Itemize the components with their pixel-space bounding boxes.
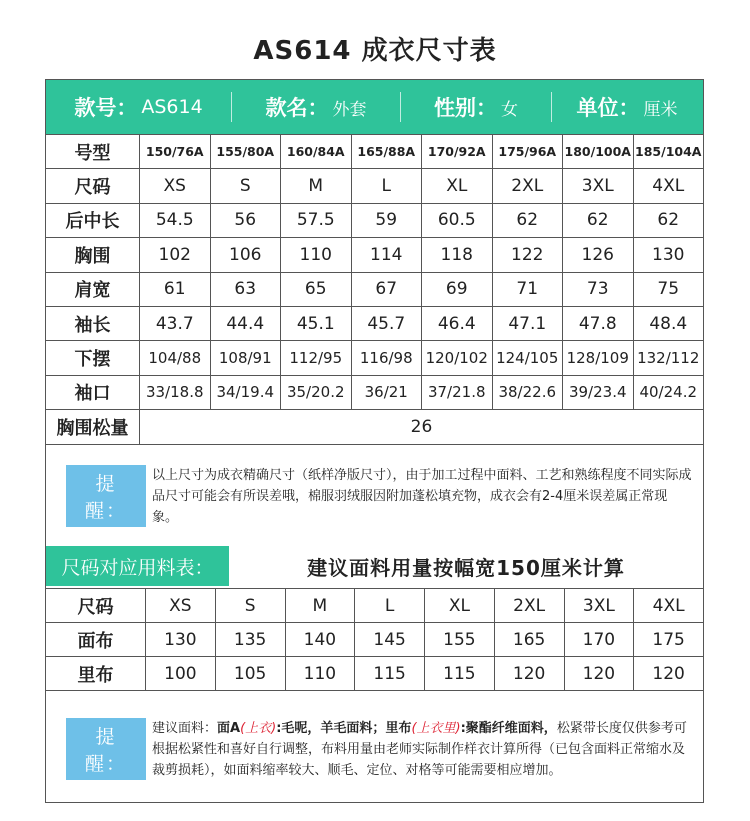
tip-badge: 提 醒： — [66, 465, 146, 527]
table-cell: 126 — [563, 238, 634, 272]
table-cell: 102 — [140, 238, 211, 272]
table-cell: 60.5 — [422, 203, 493, 237]
table-cell: 62 — [633, 203, 704, 237]
table-cell: 110 — [285, 657, 355, 691]
table-cell: 120 — [564, 657, 634, 691]
table-cell: 46.4 — [422, 306, 493, 340]
size-header-cell: XL — [425, 589, 495, 623]
table-cell: 115 — [425, 657, 495, 691]
table-cell: 130 — [633, 238, 704, 272]
table-cell: 54.5 — [140, 203, 211, 237]
table-cell: 2XL — [492, 169, 563, 203]
table-cell: 105 — [215, 657, 285, 691]
size-header-cell: XS — [146, 589, 216, 623]
fabric-width-note: 建议面料用量按幅宽150厘米计算 — [307, 555, 625, 580]
info-header-bar — [46, 80, 703, 134]
page-title: AS614 成衣尺寸表 — [253, 36, 497, 66]
table-cell: 180/100A — [563, 135, 634, 169]
table-cell: 3XL — [563, 169, 634, 203]
table-cell: 47.8 — [563, 306, 634, 340]
table-cell: 135 — [215, 623, 285, 657]
table-cell: 112/95 — [281, 341, 352, 375]
table-cell: 118 — [422, 238, 493, 272]
table-cell: 130 — [146, 623, 216, 657]
tip-box-2 — [46, 696, 703, 802]
table-cell: 120 — [494, 657, 564, 691]
fabric-table — [45, 588, 704, 691]
table-row — [46, 306, 704, 340]
table-cell: 37/21.8 — [422, 375, 493, 409]
table-cell: 100 — [146, 657, 216, 691]
table-cell: 39/23.4 — [563, 375, 634, 409]
style-number: 款号： AS614 — [74, 96, 203, 120]
tip-box-1 — [46, 448, 703, 544]
table-cell: 34/19.4 — [210, 375, 281, 409]
row-label: 尺码 — [46, 169, 140, 203]
table-cell: 145 — [355, 623, 425, 657]
row-label: 下摆 — [46, 341, 140, 375]
table-cell: 36/21 — [351, 375, 422, 409]
table-row — [46, 623, 704, 657]
table-cell: 38/22.6 — [492, 375, 563, 409]
table-cell: 185/104A — [633, 135, 704, 169]
size-table — [45, 134, 704, 445]
table-cell: 75 — [633, 272, 704, 306]
table-cell: 120/102 — [422, 341, 493, 375]
table-row — [46, 375, 704, 409]
table-row — [46, 657, 704, 691]
tip-text: 以上尺寸为成衣精确尺寸（纸样净版尺寸），由于加工过程中面料、工艺和熟练程度不同实际成品尺寸可能会有所误差哦，棉服羽绒服因附加蓬松填充物，成衣会有2-4厘米误差属正常现象。 — [152, 467, 692, 525]
table-cell: 122 — [492, 238, 563, 272]
tip-text: 建议面料：面A(上衣):毛呢，羊毛面料；里布(上衣里):聚酯纤维面料，松紧带长度仅供参考可根据松紧性和喜好自行调整，布料用量由老师实际制作样衣计算所得（已包含面料正常缩水及裁剪损耗），如面料缩率较大、顺毛、定位、对格等可能需要相应增加。 — [152, 720, 687, 778]
size-header-cell: M — [285, 589, 355, 623]
table-cell: 124/105 — [492, 341, 563, 375]
table-row — [46, 272, 704, 306]
table-cell: 69 — [422, 272, 493, 306]
table-cell: 43.7 — [140, 306, 211, 340]
table-cell: 57.5 — [281, 203, 352, 237]
divider — [400, 92, 401, 122]
table-cell: 175/96A — [492, 135, 563, 169]
size-chart-panel — [45, 79, 704, 803]
table-cell: 106 — [210, 238, 281, 272]
table-cell: 62 — [563, 203, 634, 237]
row-label: 尺码 — [46, 589, 146, 623]
table-cell: 45.1 — [281, 306, 352, 340]
table-cell: 140 — [285, 623, 355, 657]
table-row — [46, 341, 704, 375]
unit: 单位： 厘米 — [576, 96, 678, 120]
table-cell: 61 — [140, 272, 211, 306]
table-cell: 114 — [351, 238, 422, 272]
table-cell: 104/88 — [140, 341, 211, 375]
table-cell: 170 — [564, 623, 634, 657]
table-row — [46, 135, 704, 169]
row-label: 号型 — [46, 135, 140, 169]
table-cell: 155 — [425, 623, 495, 657]
table-cell: 48.4 — [633, 306, 704, 340]
table-cell: 33/18.8 — [140, 375, 211, 409]
table-cell: 110 — [281, 238, 352, 272]
table-cell: 63 — [210, 272, 281, 306]
table-cell: 45.7 — [351, 306, 422, 340]
table-cell: 150/76A — [140, 135, 211, 169]
size-header-cell: 2XL — [494, 589, 564, 623]
gender: 性别： 女 — [434, 96, 518, 120]
table-cell: 165/88A — [351, 135, 422, 169]
table-cell: 115 — [355, 657, 425, 691]
table-cell: 67 — [351, 272, 422, 306]
size-header-cell: 4XL — [634, 589, 704, 623]
table-cell: 73 — [563, 272, 634, 306]
table-cell: 35/20.2 — [281, 375, 352, 409]
fabric-table-tab: 尺码对应用料表： — [46, 546, 229, 586]
table-cell: S — [210, 169, 281, 203]
table-cell: 47.1 — [492, 306, 563, 340]
table-row — [46, 203, 704, 237]
style-name: 款名： 外套 — [265, 96, 367, 120]
table-cell: XS — [140, 169, 211, 203]
row-label: 后中长 — [46, 203, 140, 237]
row-label: 胸围松量 — [46, 410, 140, 444]
table-cell: 62 — [492, 203, 563, 237]
table-cell: 108/91 — [210, 341, 281, 375]
table-cell: 4XL — [633, 169, 704, 203]
divider — [551, 92, 552, 122]
table-row — [46, 238, 704, 272]
row-label: 面布 — [46, 623, 146, 657]
ease-value: 26 — [140, 410, 704, 444]
divider — [231, 92, 232, 122]
table-header-row — [46, 589, 704, 623]
row-label: 袖长 — [46, 306, 140, 340]
table-cell: 160/84A — [281, 135, 352, 169]
table-cell: XL — [422, 169, 493, 203]
table-cell: 175 — [634, 623, 704, 657]
table-cell: 56 — [210, 203, 281, 237]
row-label: 肩宽 — [46, 272, 140, 306]
table-row — [46, 410, 704, 444]
size-header-cell: L — [355, 589, 425, 623]
table-cell: 132/112 — [633, 341, 704, 375]
row-label: 胸围 — [46, 238, 140, 272]
row-label: 袖口 — [46, 375, 140, 409]
table-cell: 165 — [494, 623, 564, 657]
size-header-cell: 3XL — [564, 589, 634, 623]
table-cell: 170/92A — [422, 135, 493, 169]
table-row — [46, 169, 704, 203]
table-cell: L — [351, 169, 422, 203]
row-label: 里布 — [46, 657, 146, 691]
table-cell: 40/24.2 — [633, 375, 704, 409]
table-cell: 71 — [492, 272, 563, 306]
table-cell: 59 — [351, 203, 422, 237]
table-cell: 44.4 — [210, 306, 281, 340]
table-cell: 155/80A — [210, 135, 281, 169]
table-cell: 128/109 — [563, 341, 634, 375]
size-header-cell: S — [215, 589, 285, 623]
table-cell: 120 — [634, 657, 704, 691]
table-cell: M — [281, 169, 352, 203]
tip-badge: 提 醒： — [66, 718, 146, 780]
table-cell: 116/98 — [351, 341, 422, 375]
table-cell: 65 — [281, 272, 352, 306]
